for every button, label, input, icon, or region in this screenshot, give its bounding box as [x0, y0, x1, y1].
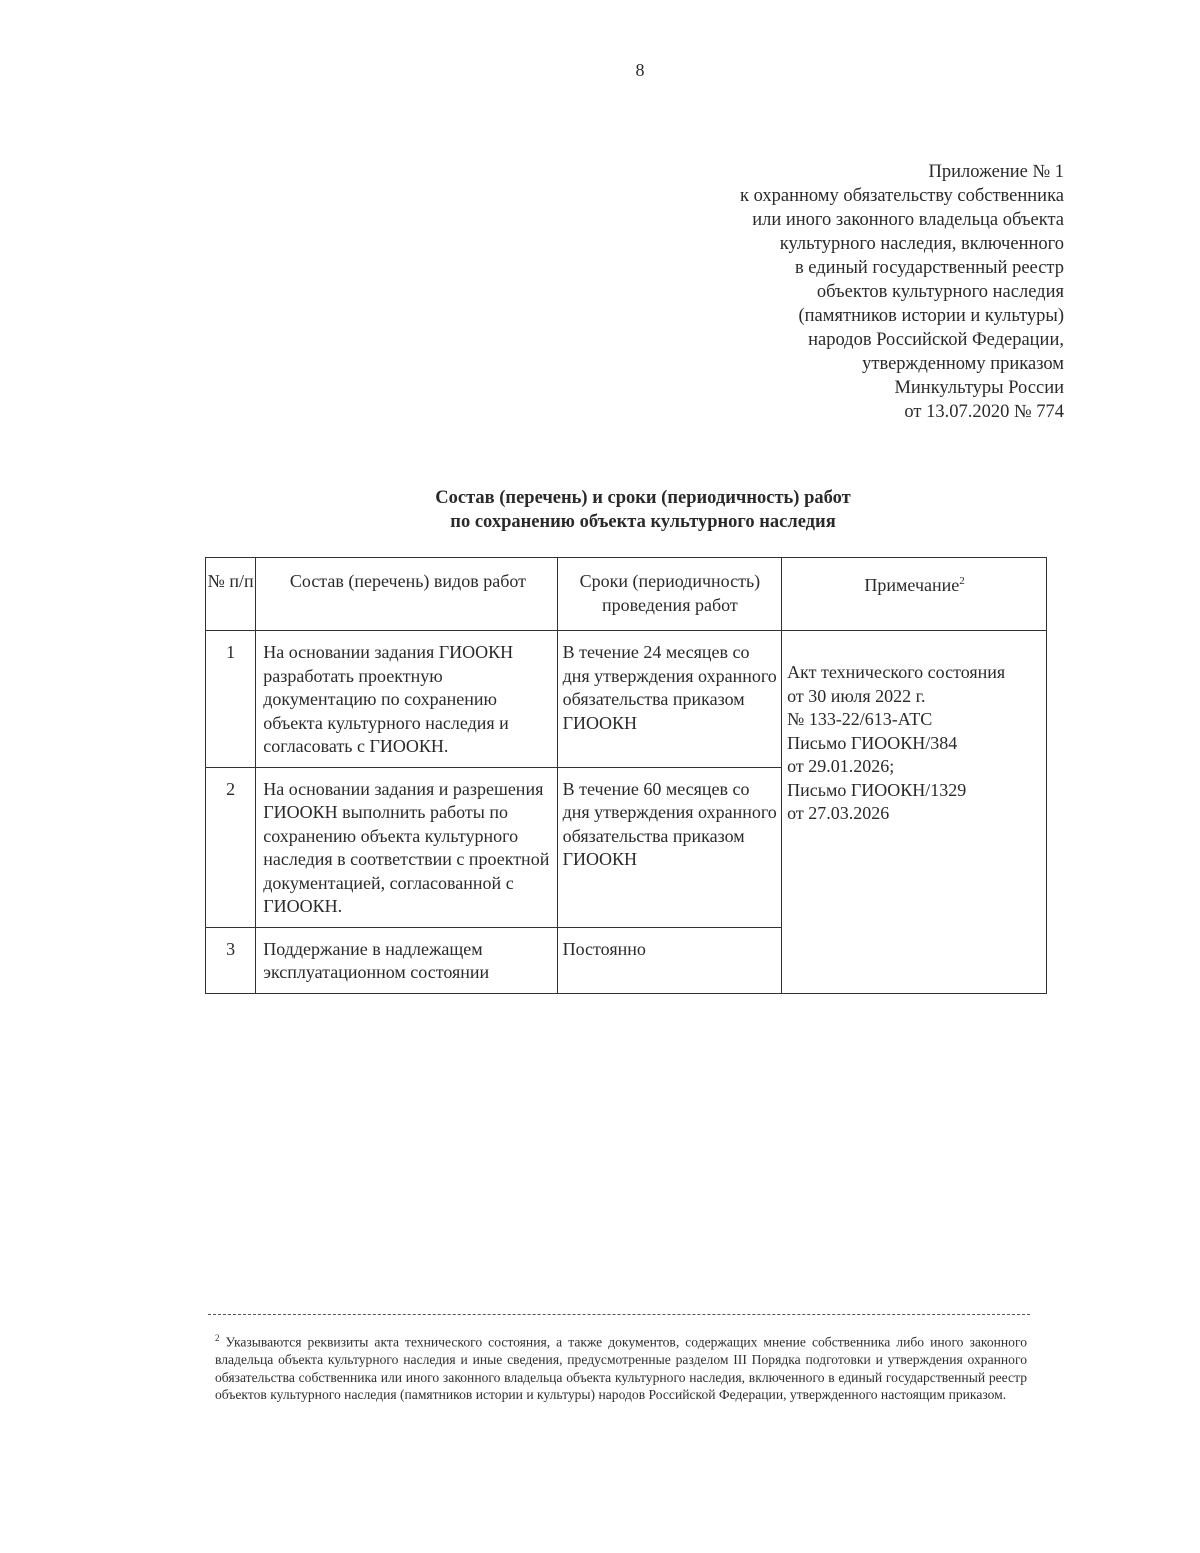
- appendix-line: (памятников истории и культуры): [798, 306, 1064, 326]
- row-term-cell: [557, 927, 782, 993]
- appendix-line: народов Российской Федерации,: [808, 330, 1064, 350]
- row-term-cell: [557, 767, 782, 927]
- row-work-cell: [256, 631, 557, 768]
- note-line: от 27.03.2026: [787, 803, 890, 823]
- appendix-line: в единый государственный реестр: [794, 258, 1064, 278]
- header-num: № п/п: [206, 558, 256, 631]
- row-term: Постоянно: [562, 938, 646, 959]
- note-line: Письмо ГИООКН/384: [787, 732, 958, 753]
- footnote-separator: [208, 1314, 1030, 1315]
- row-work: На основании задания и разрешения ГИООКН выполнить работы по сохранению объекта культурного наследия в соответствии с проектной документацией, согласованной с ГИООКН.: [263, 778, 550, 916]
- row-work: Поддержание в надлежащем эксплуатационном состоянии: [263, 938, 490, 982]
- appendix-line: или иного законного владельца объекта: [752, 210, 1064, 230]
- table-header-row: [206, 558, 1047, 631]
- header-term: Сроки (периодичность) проведения работ: [557, 558, 782, 631]
- appendix-header: [624, 160, 1064, 424]
- appendix-line: утвержденному приказом: [862, 354, 1064, 374]
- title-line-2: по сохранению объекта культурного наследия: [450, 512, 836, 532]
- header-note-footnote-mark: 2: [959, 575, 965, 587]
- note-line: Письмо ГИООКН/1329: [787, 779, 967, 800]
- note-text: [787, 631, 1042, 826]
- appendix-line: к охранному обязательству собственника: [739, 186, 1064, 206]
- header-note: [782, 558, 1047, 631]
- appendix-line: объектов культурного наследия: [816, 282, 1064, 302]
- row-work: На основании задания ГИООКН разработать проектную документацию по сохранению объекта культурного наследия и согласовать с ГИООКН.: [263, 642, 514, 756]
- header-work: Состав (перечень) видов работ: [256, 558, 557, 631]
- row-term-cell: [557, 631, 782, 768]
- title-line-1: Состав (перечень) и сроки (периодичность) работ: [435, 488, 851, 508]
- appendix-line: от 13.07.2020 № 774: [904, 402, 1064, 422]
- footnote: [215, 1330, 1027, 1404]
- note-line: № 133-22/613-АТС: [787, 709, 933, 729]
- row-term: В течение 60 месяцев со дня утверждения охранного обязательства приказом ГИООКН: [562, 778, 777, 869]
- appendix-line: культурного наследия, включенного: [779, 234, 1064, 254]
- row-num-cell: [206, 631, 256, 768]
- row-num: 3: [226, 938, 236, 959]
- row-work-cell: [256, 767, 557, 927]
- row-work-cell: [256, 927, 557, 993]
- row-num: 2: [226, 778, 236, 799]
- footnote-text: Указываются реквизиты акта технического состояния, а также документов, содержащих мнение собственника либо иного законного владельца объекта культурного наследия и иные сведения, предусмотренные разделом III Порядка подготовки и утверждения охранного обязательства собственника или иного законного владельца объекта культурного наследия, включенного в единый государственный реестр объектов культурного наследия (памятников истории и культуры) народов Российской Федерации, утвержденного настоящим приказом.: [215, 1334, 1027, 1403]
- note-line: от 29.01.2026;: [787, 756, 895, 776]
- appendix-line: Минкультуры России: [894, 378, 1064, 398]
- document-title: [0, 486, 1200, 534]
- note-cell: [782, 631, 1047, 994]
- note-line: Акт технического состояния: [787, 662, 1006, 682]
- page-number: 8: [635, 60, 645, 80]
- row-num-cell: [206, 927, 256, 993]
- appendix-line: Приложение № 1: [928, 162, 1064, 182]
- table-row: [206, 631, 1047, 768]
- works-table: [205, 557, 1047, 994]
- header-note-label: Примечание: [864, 575, 960, 595]
- footnote-mark: 2: [215, 1333, 220, 1343]
- row-num-cell: [206, 767, 256, 927]
- row-term: В течение 24 месяцев со дня утверждения охранного обязательства приказом ГИООКН: [562, 642, 777, 733]
- row-num: 1: [226, 642, 236, 662]
- note-line: от 30 июля 2022 г.: [787, 685, 926, 706]
